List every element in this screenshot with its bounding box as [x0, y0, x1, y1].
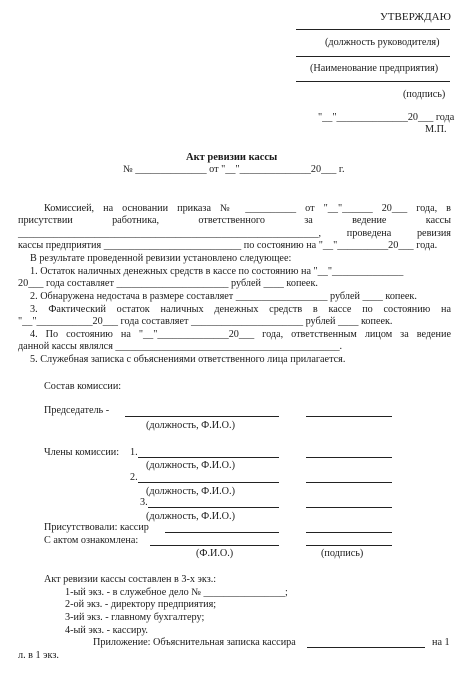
present-name-line — [165, 532, 279, 533]
attachment-line — [307, 647, 425, 648]
member-3-name-line — [148, 507, 279, 508]
acquainted-label: С актом ознакомлена: — [44, 535, 139, 546]
signature-caption: (подпись) — [403, 89, 446, 100]
acquainted-signature-line — [306, 545, 392, 546]
item-5: 5. Служебная записка с объяснениями ответственного лица прилагается. — [30, 354, 346, 365]
result-intro: В результате проведенной ревизии установлено следующее: — [30, 253, 292, 264]
fio-caption: (Ф.И.О.) — [196, 548, 234, 559]
chairman-caption: (должность, Ф.И.О.) — [146, 420, 235, 431]
member-2-name-line — [138, 482, 279, 483]
item-1-line-2: 20___ года составляет ______________________ рублей ____ копеек. — [18, 278, 318, 289]
commission-heading: Состав комиссии: — [44, 381, 122, 392]
member-3-signature-line — [306, 507, 392, 508]
item-2: 2. Обнаружена недостача в размере составляет __________________ рублей ____ копеек. — [30, 291, 417, 302]
chairman-signature-line — [306, 416, 392, 417]
company-line — [296, 56, 450, 57]
item-3-line-1: 3. Фактический остаток наличных денежных средств в кассе по состоянию на — [30, 304, 451, 315]
acquainted-name-line — [150, 545, 279, 546]
position-caption: (должность руководителя) — [325, 37, 440, 48]
copy-4: 4-ый экз. - кассиру. — [65, 625, 148, 636]
item-4-line-2: данной кассы являлся ____________________________________________. — [18, 341, 343, 352]
item-4-line-1: 4. По состоянию на "__"______________20___ года, ответственным лицом за ведение — [30, 329, 451, 340]
copies-intro: Акт ревизии кассы составлен в 3-х экз.: — [44, 574, 217, 585]
member-3-number: 3. — [140, 497, 148, 508]
member-2-signature-line — [306, 482, 392, 483]
copy-2: 2-ой экз. - директору предприятия; — [65, 599, 217, 610]
paragraph-line-3: ___________________________________________________________, проведена ревизия — [18, 228, 451, 239]
member-2-number: 2. — [130, 472, 138, 483]
member-1-signature-line — [306, 457, 392, 458]
attachment-label: Приложение: Объяснительная записка кассира — [93, 637, 296, 648]
present-label: Присутствовали: кассир — [44, 522, 149, 533]
position-line — [296, 29, 450, 30]
sheets-label: л. в 1 экз. — [18, 650, 59, 661]
member-3-caption: (должность, Ф.И.О.) — [146, 511, 235, 522]
chairman-name-line — [125, 416, 279, 417]
company-caption: (Наименование предприятия) — [310, 63, 439, 74]
chairman-label: Председатель - — [44, 405, 110, 416]
copy-3: 3-ий экз. - главному бухгалтеру; — [65, 612, 205, 623]
present-signature-line — [306, 532, 392, 533]
item-3-line-2: "__"___________20___ года составляет ______________________ рублей ____ копеек. — [18, 316, 393, 327]
approve-date: "__"______________20___ года — [318, 112, 455, 123]
item-1-line-1: 1. Остаток наличных денежных средств в кассе по состоянию на "__"______________ — [30, 266, 404, 277]
member-1-caption: (должность, Ф.И.О.) — [146, 460, 235, 471]
signature-line — [296, 81, 450, 82]
paragraph-line-2: присутствии работника, ответственного за ведение кассы — [18, 215, 451, 226]
attachment-suffix: на 1 — [432, 637, 450, 648]
act-number-line: № ______________ от "__"______________20___ г. — [123, 164, 345, 175]
act-title: Акт ревизии кассы — [186, 152, 278, 163]
seal-label: М.П. — [425, 124, 447, 135]
member-2-caption: (должность, Ф.И.О.) — [146, 486, 235, 497]
members-label: Члены комиссии: — [44, 447, 120, 458]
member-1-number: 1. — [130, 447, 138, 458]
paragraph-line-1: Комиссией, на основании приказа № __________ от "__"______ 20___ года, в — [44, 203, 451, 214]
member-1-name-line — [138, 457, 279, 458]
paragraph-line-4: кассы предприятия ___________________________ по состоянию на "__"__________20___ года. — [18, 240, 438, 251]
approve-title: УТВЕРЖДАЮ — [380, 11, 451, 23]
signature-caption-commission: (подпись) — [321, 548, 364, 559]
copy-1: 1-ый экз. - в служебное дело № ________________; — [65, 587, 288, 598]
